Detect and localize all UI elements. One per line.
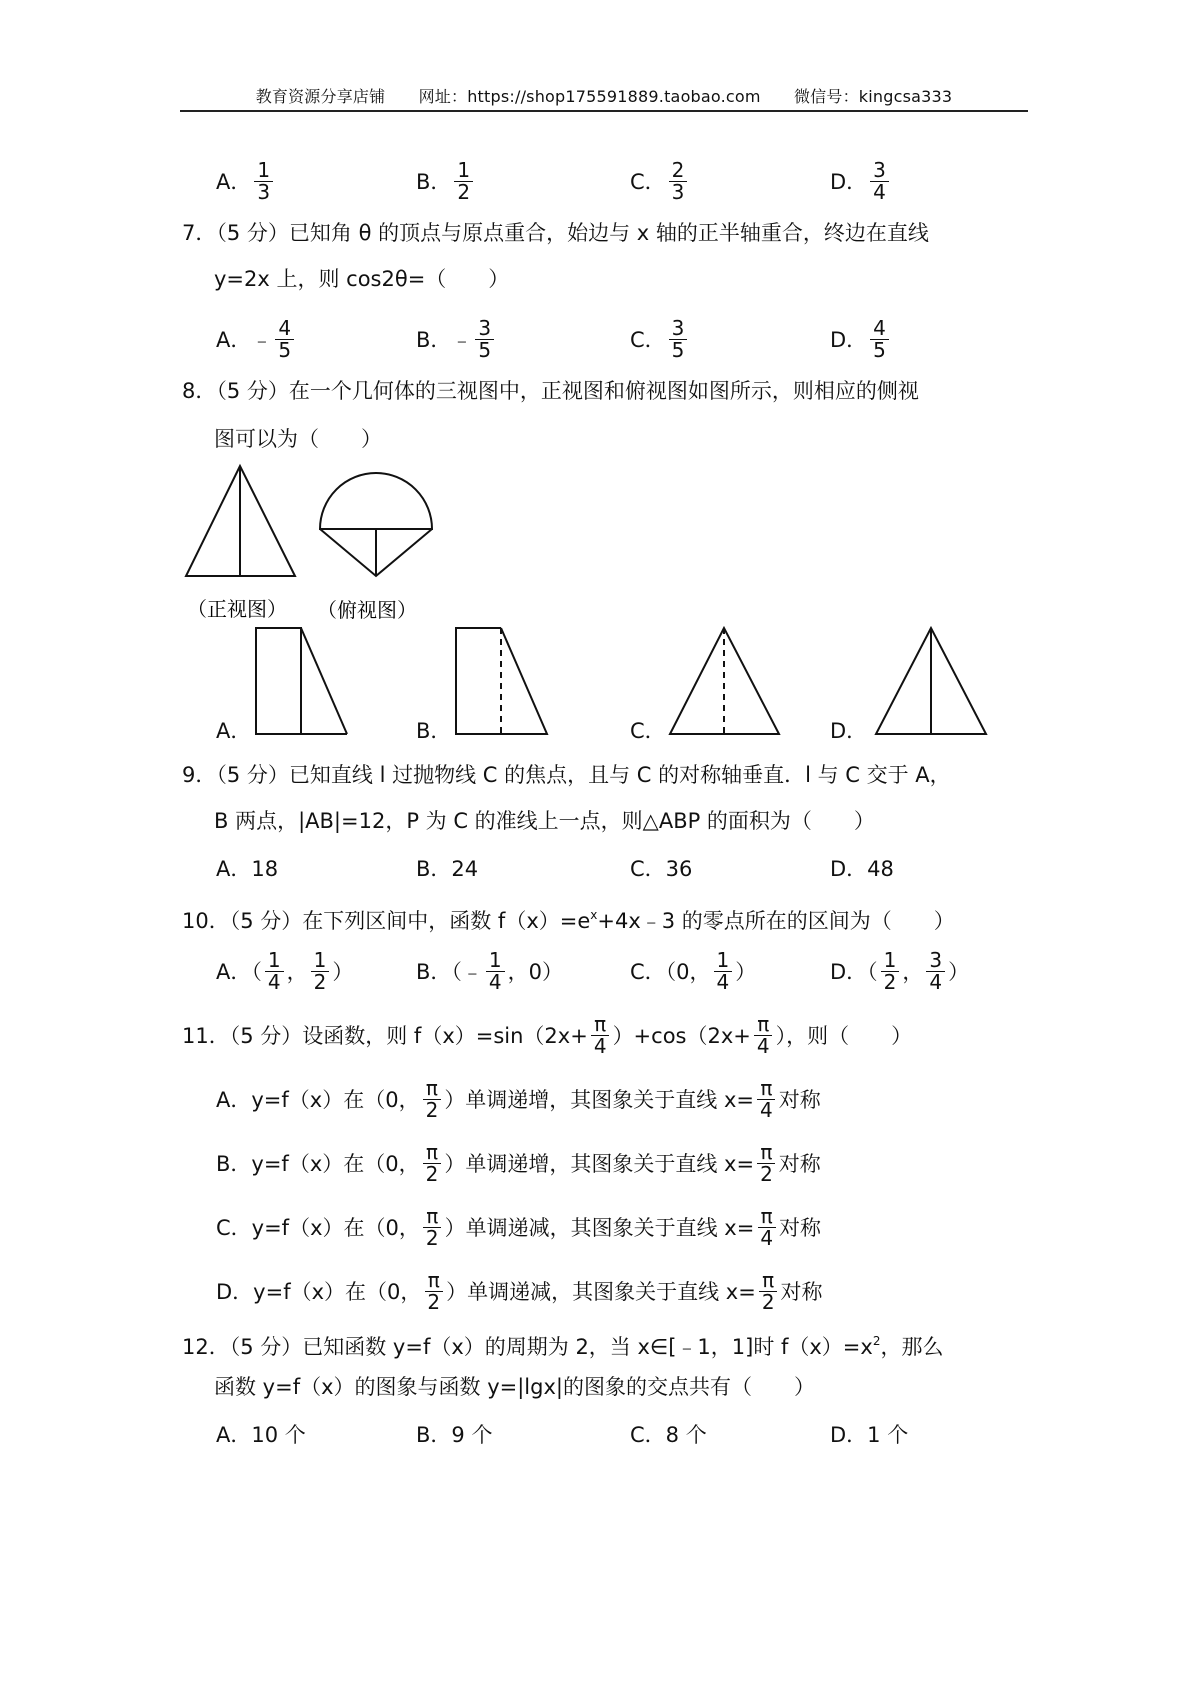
q7-option-b: B． ﹣ $\frac{3}{5}$ [416,318,497,361]
q7-option-c: C． $\frac{3}{5}$ [630,318,690,361]
q9-stem-line2: B 两点，|AB|=12，P 为 C 的准线上一点，则△ABP 的面积为（ ） [214,809,875,833]
front-view-caption: （正视图） [187,597,287,621]
q8-option-a-figure [256,628,347,734]
q7-stem-line2: y=2x 上，则 cos2θ=（ ） [214,267,510,291]
q10-option-c: C．（0， $\frac{1}{4}$ ） [630,948,757,994]
q10-option-d: D．（ $\frac{1}{2}$ ， $\frac{3}{4}$ ） [830,948,970,994]
q11-option-d: D．y=f（x）在（0， $\frac{\pi}{2}$ ）单调递减，其图象关于直线 x= $\frac{\pi}{2}$ 对称 [216,1268,823,1314]
q12-stem-line2: 函数 y=f（x）的图象与函数 y=|lgx|的图象的交点共有（ ） [214,1375,815,1399]
q7-option-d: D． $\frac{4}{5}$ [830,318,892,361]
q8-stem-line2: 图可以为（ ） [214,427,382,451]
q9-stem-line1: 9．（5 分）已知直线 l 过抛物线 C 的焦点，且与 C 的对称轴垂直．l 与 C 交于 A， [182,763,951,787]
q8-stem-line1: 8．（5 分）在一个几何体的三视图中，正视图和俯视图如图所示，则相应的侧视 [182,379,919,403]
q8-option-c-label: C． [630,719,666,743]
q12-option-d: D．1 个 [830,1423,909,1447]
q8-figures [0,0,1200,760]
q8-option-b-label: B． [416,719,452,743]
q7-option-a: A． ﹣ $\frac{4}{5}$ [216,318,297,361]
wechat-id: 微信号：kingcsa333 [793,87,953,106]
shop-url: 网址：https://shop175591889.taobao.com [418,87,761,106]
q10-option-b: B．（﹣ $\frac{1}{4}$ ，0） [416,948,564,994]
top-view-caption: （俯视图） [317,598,417,622]
q6-option-c: C． $\frac{2}{3}$ [630,160,690,203]
q8-option-b-figure [456,628,547,734]
q11-option-a: A．y=f（x）在（0， $\frac{\pi}{2}$ ）单调递增，其图象关于直线 x= $\frac{\pi}{4}$ 对称 [216,1076,821,1122]
q10-stem: 10．（5 分）在下列区间中，函数 $f(x)=e^x+4x﹣3$ 的零点所在的区间为（ ） [182,908,955,933]
q9-option-d: D．48 [830,857,894,881]
q12-stem-line1: 12．（5 分）已知函数 y=f（x）的周期为 2，当 x∈[﹣1，1]时 $f(x)=x^2$，那么 [182,1334,944,1359]
q11-option-b: B．y=f（x）在（0， $\frac{\pi}{2}$ ）单调递增，其图象关于直线 x= $\frac{\pi}{2}$ 对称 [216,1140,821,1186]
q6-option-b: B． $\frac{1}{2}$ [416,160,476,203]
shop-name: 教育资源分享店铺 [255,87,386,106]
q9-option-a: A．18 [216,857,279,881]
q11-option-c: C．y=f（x）在（0， $\frac{\pi}{2}$ ）单调递减，其图象关于直线 x= $\frac{\pi}{4}$ 对称 [216,1204,822,1250]
q8-option-d-label: D． [830,719,868,743]
q9-option-c: C．36 [630,857,693,881]
q12-option-b: B．9 个 [416,1423,493,1447]
q11-stem: 11．（5 分）设函数，则 f（x）=sin（2x+ $\frac{\pi}{4}$ ）+cos（2x+ $\frac{\pi}{4}$ ），则（ ） [182,1012,913,1058]
q6-option-a: A． $\frac{1}{3}$ [216,160,276,203]
q12-option-c: C．8 个 [630,1423,707,1447]
q8-option-c-figure [670,628,779,734]
q9-option-b: B．24 [416,857,479,881]
q10-option-a: A．（ $\frac{1}{4}$ ， $\frac{1}{2}$ ） [216,948,354,994]
q8-option-d-figure [876,628,986,734]
q8-option-a-label: A． [216,719,252,743]
q12-option-a: A．10 个 [216,1423,306,1447]
q6-option-d: D． $\frac{3}{4}$ [830,160,892,203]
front-view-figure [186,466,295,576]
top-view-figure [320,473,432,576]
q7-stem-line1: 7．（5 分）已知角 θ 的顶点与原点重合，始边与 x 轴的正半轴重合，终边在直线 [182,221,929,245]
